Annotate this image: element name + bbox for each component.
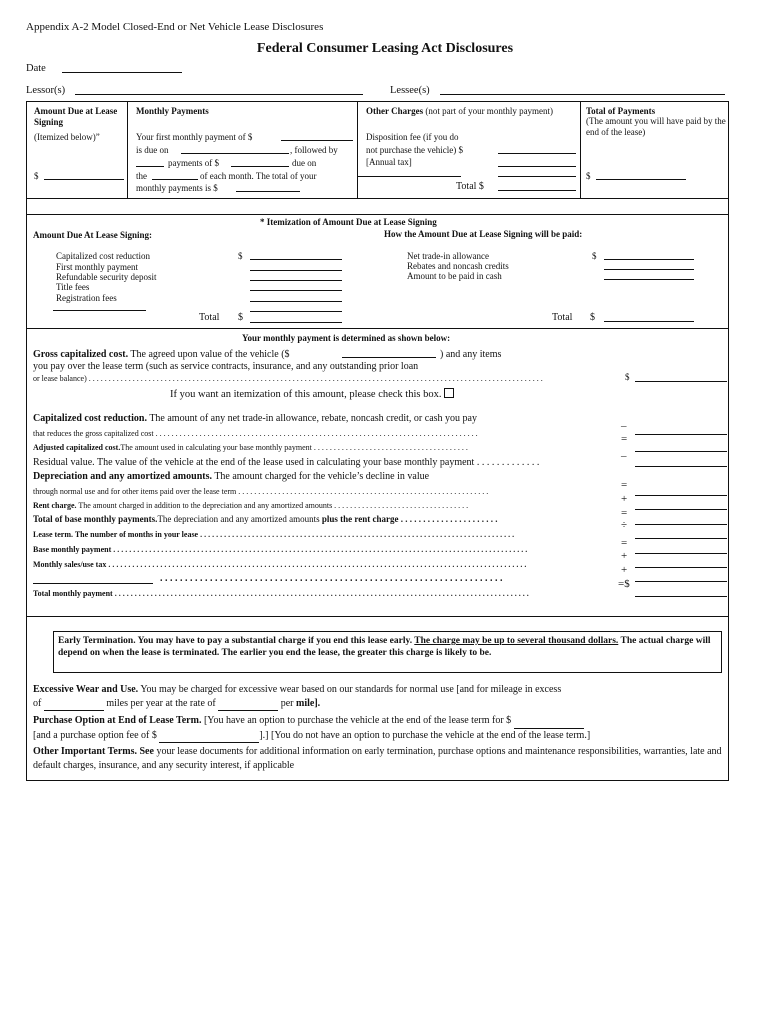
amount-due-itemized: (Itemized below)” <box>34 132 100 142</box>
total-payments-desc: (The amount you will have paid by the end of the lease) <box>586 116 726 138</box>
other-terms-see: See <box>139 746 154 757</box>
ccr-field[interactable] <box>635 434 727 435</box>
annual-tax-label: [Annual tax] <box>366 157 412 167</box>
extra-charge-label-field[interactable] <box>33 583 153 584</box>
monthly-line2b: , followed by <box>290 145 338 155</box>
frame-top <box>26 101 728 102</box>
left-extra-label-field[interactable] <box>53 310 146 311</box>
dep-text-a: The amount charged for the vehicle’s decline in value <box>214 471 430 482</box>
other-total-field[interactable] <box>498 190 576 191</box>
gross-text-d: or lease balance) . . . . . . . . . . . . . . . . . . . . . . . . . . . . . . . . . . . . . . . . . . . . . . . . . . . . . . . . . . . . . . . . . . . . . . . . . . . . . . . . . . . . . . . . . . . . . . . . . . . . . . . . . . . . . . . . . . <box>33 374 543 383</box>
divider-col2 <box>357 101 358 198</box>
other-total-label: Total $ <box>456 181 484 192</box>
dep-text-b: through normal use and for other items paid over the lease term . . . . . . . . . . . . . . . . . . . . . . . . . . . . . . . . . . . . . . . . . . . . . . . . . . . . . . . . . . . . . . . <box>33 487 489 496</box>
extra-charge-field[interactable] <box>635 581 727 582</box>
total-payments-field[interactable] <box>596 179 686 180</box>
left-item-field-5[interactable] <box>250 311 342 312</box>
ccr-bold: Capitalized cost reduction. <box>33 413 147 424</box>
left-total-field[interactable] <box>250 322 342 323</box>
other-terms-text: your lease documents for additional information on early termination, purchase options and maintenance responsibilities, warranties, late and default charges, insurance, and any security interest, if applicable <box>33 746 722 771</box>
left-item-field-2[interactable] <box>250 280 342 281</box>
excess-wear-para <box>33 683 723 711</box>
lessor-label: Lessor(s) <box>26 85 66 96</box>
adj-field[interactable] <box>635 451 727 452</box>
total-payments-title: Total of Payments <box>586 106 656 116</box>
purchase-option-para <box>33 714 723 743</box>
rent-bold: Rent charge. <box>33 501 77 510</box>
other-terms-bold: Other Important Terms. <box>33 746 137 757</box>
itemization-top <box>26 214 728 215</box>
ccr-text-a: The amount of any net trade-in allowance, rebate, noncash credit, or cash you pay <box>149 413 477 424</box>
other-charge-field[interactable] <box>498 176 576 177</box>
divider-col1 <box>127 101 128 198</box>
excess-wear-c: miles per year at the rate of <box>106 697 216 709</box>
left-item-2: Refundable security deposit <box>56 272 157 282</box>
total-monthly-payment-field[interactable] <box>635 596 727 597</box>
how-paid-title: How the Amount Due at Lease Signing will be paid: <box>384 229 583 239</box>
ccr-line1 <box>33 413 477 426</box>
tax-line: Monthly sales/use tax . . . . . . . . . . . . . . . . . . . . . . . . . . . . . . . . . . . . . . . . . . . . . . . . . . . . . . . . . . . . . . . . . . . . . . . . . . . . . . . . . . . . . . . . . . . . . . . . . . . . . . . . . <box>33 560 527 569</box>
left-total-dollar: $ <box>238 312 243 323</box>
first-payment-field[interactable] <box>281 140 353 141</box>
excess-wear-a: You may be charged for excessive wear based on our standards for normal use [and for mileage in excess <box>140 684 562 695</box>
op-2: – <box>621 450 627 462</box>
right-total-label: Total <box>552 312 573 323</box>
gross-bold: Gross capitalized cost. <box>33 349 129 360</box>
right-item-field-0[interactable] <box>604 259 694 260</box>
frame-bottom <box>26 780 728 781</box>
tax-field[interactable] <box>635 567 727 568</box>
excess-wear-b: of <box>33 697 42 709</box>
ccr-text-b: that reduces the gross capitalized cost . . . . . . . . . . . . . . . . . . . . . . . . . . . . . . . . . . . . . . . . . . . . . . . . . . . . . . . . . . . . . . . . . . . . . . . . . . . . . . . . . <box>33 429 478 438</box>
other-terms-para <box>33 745 723 772</box>
early-termination-a: Early Termination. You may have to pay a substantial charge if you end this lease early. <box>58 636 413 646</box>
appendix-label: Appendix A-2 Model Closed-End or Net Vehicle Lease Disclosures <box>26 21 324 33</box>
disposition-line2: not purchase the vehicle) $ <box>366 145 463 155</box>
rate-field[interactable] <box>218 697 278 712</box>
op-1: = <box>621 433 628 445</box>
monthly-line3a: payments of $ <box>168 158 219 168</box>
purchase-option-a: [You have an option to purchase the vehicle at the end of the lease term for $ <box>203 715 512 726</box>
calc-bottom <box>26 616 728 617</box>
annual-tax-field[interactable] <box>498 166 576 167</box>
early-termination-c: The actual charge will depend on when the lease is terminated. The earlier you end the lease, the greater this charge is likely to be. <box>58 636 711 659</box>
op-3: = <box>621 479 628 491</box>
page-title: Federal Consumer Leasing Act Disclosures <box>256 41 514 56</box>
dep-field[interactable] <box>635 495 727 496</box>
adj-bold: Adjusted capitalized cost. <box>33 443 121 452</box>
disposition-line1: Disposition fee (if you do <box>366 132 459 142</box>
monthly-line5: monthly payments is $ <box>136 183 218 193</box>
right-item-2: Amount to be paid in cash <box>407 271 502 281</box>
op-9: =$ <box>618 578 630 590</box>
summary-bottom <box>26 198 728 199</box>
right-dollar: $ <box>592 251 597 261</box>
lessee-field[interactable] <box>440 94 725 95</box>
excess-wear-bold: Excessive Wear and Use. <box>33 684 139 695</box>
rent-text: The amount charged in addition to the depreciation and any amortized amounts . . . . . . . . . . . . . . . . . . . . . . . . . . . . . . . . . . <box>78 501 469 510</box>
total-monthly-line: Total monthly payment . . . . . . . . . . . . . . . . . . . . . . . . . . . . . . . . . . . . . . . . . . . . . . . . . . . . . . . . . . . . . . . . . . . . . . . . . . . . . . . . . . . . . . . . . . . . . . . . . . . . . . . . <box>33 589 529 598</box>
monthly-line1: Your first monthly payment of $ <box>136 132 253 142</box>
residual-field[interactable] <box>635 466 727 467</box>
itemize-check-text <box>170 388 454 401</box>
monthly-line2a: is due on <box>136 145 169 155</box>
mileage-field[interactable] <box>44 697 104 712</box>
amount-due-field[interactable] <box>44 179 124 180</box>
due-date-field[interactable] <box>181 153 289 154</box>
purchase-option-b: [and a purchase option fee of $ <box>33 729 157 741</box>
left-total-label: Total <box>199 312 220 323</box>
disposition-fee-field[interactable] <box>498 153 576 154</box>
op-6: ÷ <box>621 519 628 531</box>
amount-due-dollar: $ <box>34 171 39 181</box>
tbmp-bold: Total of base monthly payments. <box>33 514 158 524</box>
early-termination-box <box>53 631 722 673</box>
frame-right <box>728 101 729 781</box>
gross-line1 <box>33 349 290 362</box>
monthly-calc-heading: Your monthly payment is determined as shown below: <box>242 333 451 343</box>
excess-wear-e: mile]. <box>296 697 321 709</box>
lessee-label: Lessee(s) <box>390 85 430 96</box>
purchase-option-bold: Purchase Option at End of Lease Term. <box>33 715 202 726</box>
left-item-field-1[interactable] <box>250 270 342 271</box>
lessor-field[interactable] <box>75 94 363 95</box>
gross-text-c: you pay over the lease term (such as service contracts, insurance, and any outstanding prior loan <box>33 361 419 372</box>
op-0: – <box>621 420 627 432</box>
date-label: Date <box>26 63 46 74</box>
itemization-bottom <box>26 328 728 329</box>
monthly-title: Monthly Payments <box>136 106 209 116</box>
purchase-price-field[interactable] <box>514 714 584 729</box>
residual-line: Residual value. The value of the vehicle at the end of the lease used in calculating your base monthly payment . . . . . . . . . . . . . <box>33 457 540 468</box>
right-total-field[interactable] <box>604 321 694 322</box>
right-item-0: Net trade-in allowance <box>407 251 489 261</box>
left-item-0: Capitalized cost reduction <box>56 251 150 261</box>
purchase-fee-field[interactable] <box>159 729 259 744</box>
dep-line1 <box>33 471 429 484</box>
gross-cost-field[interactable] <box>635 381 727 382</box>
itemization-heading: * Itemization of Amount Due at Lease Signing <box>260 217 437 227</box>
left-item-4: Registration fees <box>56 293 117 303</box>
other-charges-title <box>366 106 574 117</box>
dep-bold: Depreciation and any amortized amounts. <box>33 471 212 482</box>
gross-text-b: ) and any items <box>440 349 502 360</box>
vehicle-value-field[interactable] <box>342 357 436 358</box>
op-7: = <box>621 537 628 549</box>
adj-text: The amount used in calculating your base monthly payment . . . . . . . . . . . . . . . . . . . . . . . . . . . . . . . . . . . . . . . <box>120 443 468 452</box>
amount-due-title: Amount Due at Lease Signing <box>34 106 118 128</box>
right-total-dollar: $ <box>590 312 595 323</box>
monthly-line4b: of each month. The total of your <box>200 171 317 181</box>
itemize-check-label: If you want an itemization of this amount, please check this box. <box>170 389 442 400</box>
payment-amount-field[interactable] <box>231 166 289 167</box>
right-item-field-2[interactable] <box>604 279 694 280</box>
rent-field[interactable] <box>635 509 727 510</box>
op-8: + <box>621 550 628 562</box>
itemize-checkbox[interactable] <box>444 388 454 398</box>
tbmp-text-b: plus the rent charge . . . . . . . . . . . . . . . . . . . . . . <box>321 514 498 524</box>
day-of-month-field[interactable] <box>152 179 198 180</box>
op-4: + <box>621 493 628 505</box>
adj-line <box>33 443 618 453</box>
rent-line <box>33 501 618 511</box>
payment-count-field[interactable] <box>136 166 164 167</box>
monthly-line3b: due on <box>292 158 317 168</box>
date-field[interactable] <box>62 72 182 73</box>
dots-line: . . . . . . . . . . . . . . . . . . . . . . . . . . . . . . . . . . . . . . . . . . . . . . . . . . . . . . . . . . . . . . . . . . . . . <box>160 573 503 584</box>
base-line: Base monthly payment . . . . . . . . . . . . . . . . . . . . . . . . . . . . . . . . . . . . . . . . . . . . . . . . . . . . . . . . . . . . . . . . . . . . . . . . . . . . . . . . . . . . . . . . . . . . . . . . . . . . . . . . <box>33 545 528 554</box>
gross-text-a: The agreed upon value of the vehicle ($ <box>130 349 290 360</box>
monthly-line4a: the <box>136 171 147 181</box>
op-5: = <box>621 507 628 519</box>
op-plus-2: + <box>621 564 628 576</box>
other-blank-field[interactable] <box>357 176 461 177</box>
left-item-field-0[interactable] <box>250 259 342 260</box>
left-dollar: $ <box>238 251 243 261</box>
purchase-option-c: ].] [You do not have an option to purchase the vehicle at the end of the lease term.] <box>259 729 591 741</box>
total-monthly-field[interactable] <box>236 191 300 192</box>
left-item-field-4[interactable] <box>250 301 342 302</box>
frame-left <box>26 101 27 781</box>
term-line: Lease term. The number of months in your lease . . . . . . . . . . . . . . . . . . . . . . . . . . . . . . . . . . . . . . . . . . . . . . . . . . . . . . . . . . . . . . . . . . . . . . . . . . . . . . . <box>33 530 515 539</box>
tbmp-text-a: The depreciation and any amortized amounts <box>157 514 320 524</box>
left-item-1: First monthly payment <box>56 262 138 272</box>
base-field[interactable] <box>635 553 727 554</box>
early-termination-b: The charge may be up to several thousand dollars. <box>414 636 619 646</box>
total-payments-dollar: $ <box>586 171 591 181</box>
tbmp-line <box>33 514 618 525</box>
other-charges-rest: (not part of your monthly payment) <box>425 106 554 116</box>
tbmp-field[interactable] <box>635 524 727 525</box>
excess-wear-d: per <box>280 697 294 709</box>
amount-due-signing-title: Amount Due At Lease Signing: <box>33 230 153 240</box>
gross-dollar: $ <box>625 372 630 382</box>
other-charges-bold: Other Charges <box>366 106 424 116</box>
term-field[interactable] <box>635 538 727 539</box>
left-item-field-3[interactable] <box>250 290 342 291</box>
divider-col3 <box>580 101 581 198</box>
right-item-1: Rebates and noncash credits <box>407 261 509 271</box>
left-item-3: Title fees <box>56 282 90 292</box>
right-item-field-1[interactable] <box>604 269 694 270</box>
